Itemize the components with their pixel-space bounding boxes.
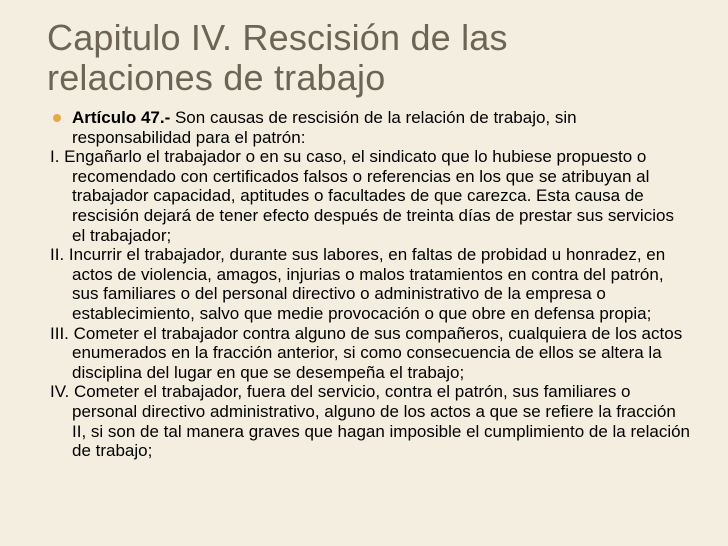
fraction-ii: II. Incurrir el trabajador, durante sus labores, en faltas de probidad u honradez, en actos de violencia, amagos, injurias o malos tratamientos en contra del patrón, sus familiares o del personal directivo o administrativo de la empresa o establecimiento, salvo que medie provocación o que obre en defensa propia; [50,245,666,323]
article-text: Son causas de rescisión de la relación de trabajo, sin responsabilidad para el patrón: [72,108,577,147]
fraction-iii: III. Cometer el trabajador contra alguno de sus compañeros, cualquiera de los actos enumerados en la fracción anterior, si como consecuencia de ellos se altera la disciplina del lugar en que se desempeña el trabajo; [50,323,683,382]
slide-body [50,108,690,461]
title-line-2: relaciones de trabajo [47,57,386,98]
fraction-i: I. Engañarlo el trabajador o en su caso, el sindicato que lo hubiese propuesto o recomendado con certificados falsos o referencias en los que se atribuyan al trabajador capacidad, aptitudes o facultades de que carezca. Esta causa de rescisión dejará de tener efecto después de treinta días de prestar sus servicios el trabajador; [50,147,674,245]
article-label: Artículo 47.- [72,108,171,127]
bullet-dot-icon [53,114,61,122]
slide-title [47,18,697,98]
article-bullet [50,108,690,147]
title-line-1: Capitulo IV. Rescisión de las [47,17,508,58]
fraction-iv: IV. Cometer el trabajador, fuera del servicio, contra el patrón, sus familiares o personal directivo administrativo, alguno de los actos a que se refiere la fracción II, si son de tal manera graves que hagan imposible el cumplimiento de la relación de trabajo; [50,382,691,461]
